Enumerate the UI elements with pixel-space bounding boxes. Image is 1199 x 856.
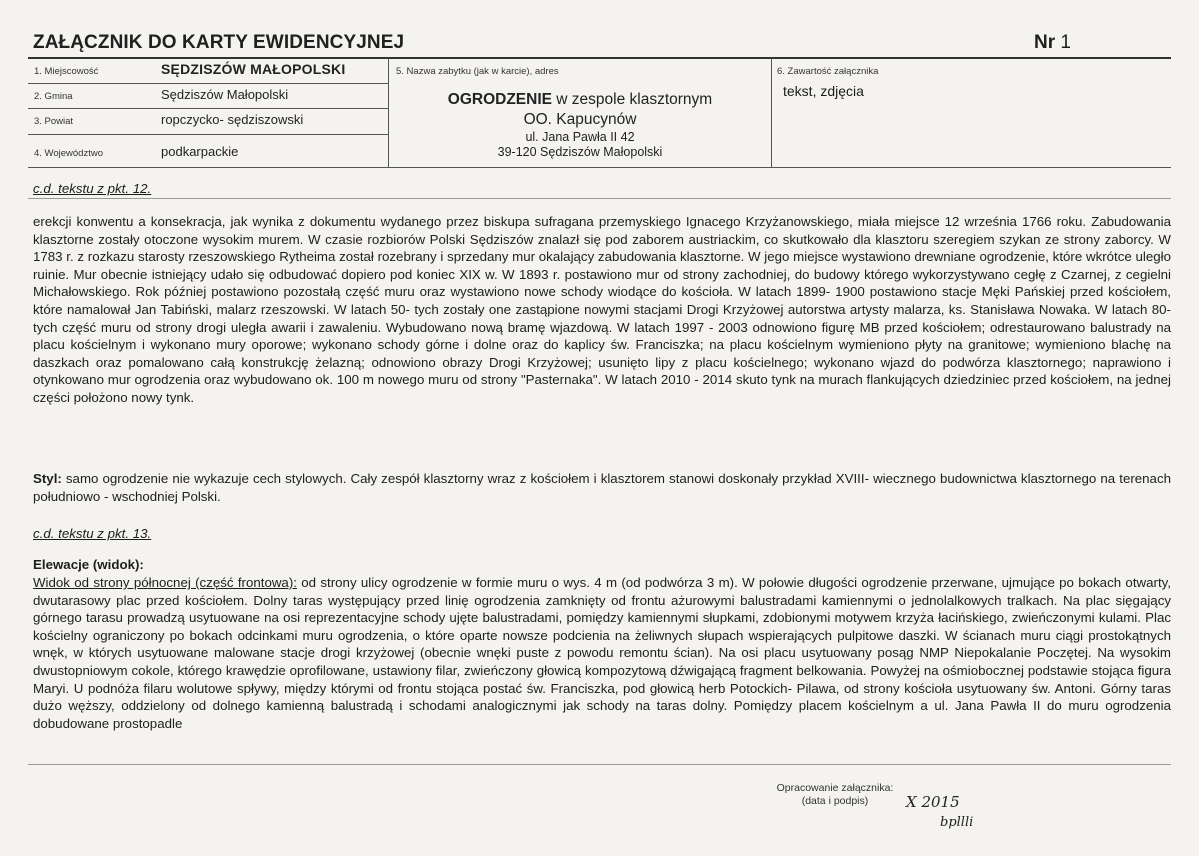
prepared-by	[760, 782, 910, 808]
monument-name-rest: w zespole klasztornym	[551, 91, 713, 108]
value-miejscowosc: SĘDZISZÓW MAŁOPOLSKI	[161, 61, 346, 77]
monument-name	[390, 90, 770, 110]
value-zawartosc: tekst, zdjęcia	[783, 83, 864, 99]
row-divider-1	[28, 83, 388, 84]
value-gmina: Sędziszów Małopolski	[161, 87, 289, 102]
value-powiat: ropczycko- sędziszowski	[161, 112, 304, 127]
nr-label: Nr	[1034, 32, 1056, 53]
widok-paragraph	[33, 574, 1171, 732]
column-divider-1	[388, 58, 389, 168]
monument-name-line2: OO. Kapucynów	[523, 111, 637, 128]
prepared-line-2: (data i podpis)	[801, 795, 869, 807]
elewacje-heading: Elewacje (widok):	[33, 557, 144, 572]
column-divider-2	[771, 58, 772, 168]
nr-value: 1	[1060, 32, 1071, 53]
section-12-heading: c.d. tekstu z pkt. 12.	[33, 181, 152, 196]
label-powiat: 3. Powiat	[34, 116, 74, 127]
address-line-1: ul. Jana Pawła II 42	[525, 130, 635, 144]
label-zawartosc: 6. Zawartość załącznika	[777, 66, 879, 77]
table-bottom-border	[28, 167, 1171, 168]
table-top-border	[28, 57, 1171, 59]
label-wojewodztwo: 4. Województwo	[34, 148, 103, 159]
bottom-rule	[28, 764, 1171, 765]
widok-label: Widok od strony północnej (część frontowa):	[33, 575, 297, 590]
styl-label: Styl:	[33, 471, 62, 486]
row-divider-3	[28, 134, 388, 135]
signature-date: X 2015	[906, 793, 960, 811]
styl-paragraph	[33, 470, 1171, 505]
address-line-2: 39-120 Sędziszów Małopolski	[497, 145, 663, 159]
styl-text: samo ogrodzenie nie wykazuje cech stylowych. Cały zespół klasztorny wraz z kościołem i klasztorem stanowi doskonały przykład XVIII- wiecznego budownictwa klasztornego na terenach południowo - wschodniej Polski.	[33, 471, 1171, 504]
section-13-heading: c.d. tekstu z pkt. 13.	[33, 526, 152, 541]
section-12-rule	[28, 198, 1171, 199]
document-number	[1034, 32, 1071, 54]
monument-name-bold: OGRODZENIE	[447, 91, 552, 108]
row-divider-2	[28, 108, 388, 109]
document-title: ZAŁĄCZNIK DO KARTY EWIDENCYJNEJ	[33, 32, 405, 53]
label-miejscowosc: 1. Miejscowość	[34, 66, 99, 77]
label-nazwa-zabytku: 5. Nazwa zabytku (jak w karcie), adres	[396, 66, 559, 77]
signature: bpllli	[940, 815, 974, 830]
widok-text: od strony ulicy ogrodzenie w formie muru o wys. 4 m (od podwórza 3 m). W połowie długości ogrodzenie przerwane, ujmujące po bokach otwarty, dwutarasowy plac przed kościołem. Dolny taras występujący przed linię ogrodzenia zamknięty od frontu ażurowymi balustradami kamiennymi o jednolalkowych tralkach. Na plac sięgający górnego tarasu prowadzą usytuowane na osi reprezentacyjne schody ujęte balustradami, pomiędzy kamiennymi słupkami, zdobionymi motywem krzyża łacińskiego, zwieńczonymi kulami. Plac kościelny ograniczony po bokach odcinkami muru ogrodzenia, o które oparte nowsze podcienia na żeliwnych słupach wspierających pulpitowe daszki. W ścianach muru ciągi prostokątnych wnęk, w których usytuowane malowane stacje drogi krzyżowej (obecnie wnęki puste z powodu remontu ścian). Na osi placu usytuowany posąg NMP Niepokalanie Poczętej. Na wysokim dwustopniowym cokole, którego krawędzie oprofilowane, ustawiony filar, zwieńczony głowicą kompozytową dźwigającą fragment belkowania. Powyżej na ośmiobocznej podstawie stojąca figura Maryi. U podnóża filaru wolutowe spływy, między którymi od frontu stojąca postać św. Franciszka, pod głowicą herb Potockich- Pilawa, od strony kościoła usytuowany św. Antoni. Górny taras dużo węższy, oddzielony od dolnego kamienną balustradą i schodami analogicznymi jak schody na taras dolny. Pomiędzy placem kościelnym a ul. Jana Pawła II do muru ogrodzenia dobudowane prostopadle	[33, 575, 1171, 731]
value-wojewodztwo: podkarpackie	[161, 144, 239, 159]
monument-name-block	[390, 90, 770, 160]
label-gmina: 2. Gmina	[34, 91, 73, 102]
prepared-line-1: Opracowanie załącznika:	[776, 782, 894, 794]
section-12-paragraph: erekcji konwentu a konsekracja, jak wynika z dokumentu wydanego przez biskupa sufragana przemyskiego Ignacego Krzyżanowskiego, miała miejsce 12 września 1766 roku. Zabudowania klasztorne zostały otoczone wysokim murem. W czasie rozbiorów Polski Sędziszów znalazł się pod zaborem austriackim, co skutkowało dla klasztoru szeregiem szykan ze strony zaborcy. W 1783 r. z rozkazu starosty rzeszowskiego Rytheima został rozebrany i sprzedany mur okalający zabudowania klasztorne. W jego miejsce wystawiono drewniane ogrodzenie, które wkrótce uległo ruinie. Mur obecnie istniejący udało się odbudować dopiero pod koniec XIX w. W 1893 r. postawiono mur od strony zachodniej, do budowy którego wykorzystywano cegłę z Czarnej, z cegielni Michałowskiego. Rok później postawiono pozostałą część muru oraz wystawiono nowe schody wiodące do kościoła. W latach 1899- 1900 postawiono stacje Męki Pańskiej przed kościołem, które namalował Jan Tabiński, malarz rzeszowski. W latach 50- tych zostały one zastąpione nowymi stacjami Drogi Krzyżowej autorstwa artysty malarza, ks. Stanisława Nowaka. W latach 80- tych część muru od strony drogi uległa awarii i zawaleniu. Wybudowano nową bramę wjazdową. W latach 1997 - 2003 odnowiono figurę MB przed kościołem; odrestaurowano balustrady na placu kościelnym i wykonano mury oporowe; wykonano schody górne i dolne oraz do kaplicy św. Franciszka; na placu kościelnym wymieniono płyty na granitowe; wymieniono blachę na daszkach oraz pomalowano całą konstrukcję żelazną; odnowiono obrazy Drogi Krzyżowej; usunięto lipy z placu kościelnego; wykonano wjazd do podwórza klasztornego; naprawiono i otynkowano mur ogrodzenia oraz wybudowano ok. 100 m nowego muru od strony "Pasternaka". W latach 2010 - 2014 skuto tynk na murach flankujących dziedziniec przed kościołem, na jednej części położono nowy tynk.	[33, 214, 1171, 405]
